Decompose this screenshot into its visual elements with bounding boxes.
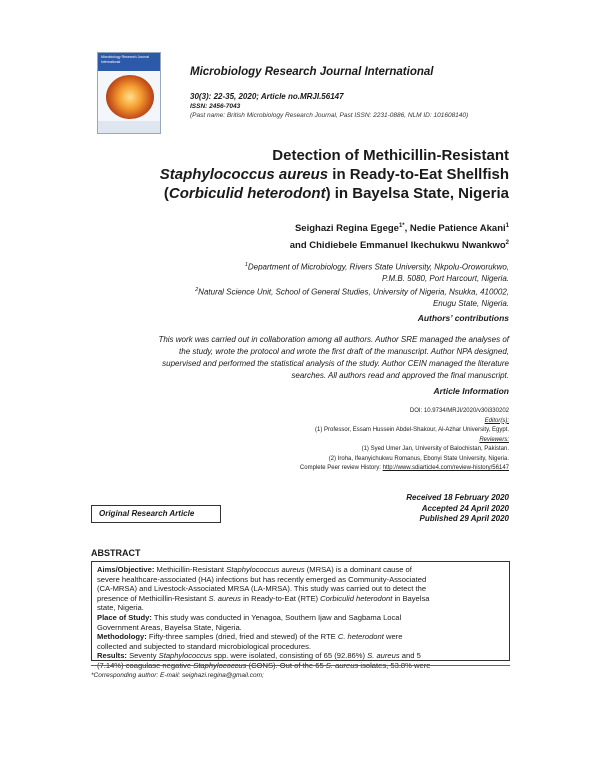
abstract-line: state, Nigeria. xyxy=(97,603,144,613)
journal-name: Microbiology Research Journal International xyxy=(190,66,434,78)
cover-title-band xyxy=(98,53,160,71)
abstract-line: Government Areas, Bayelsa State, Nigeria. xyxy=(97,622,242,632)
abstract-line: Place of Study: This study was conducted in Yenagoa, Southern Ijaw and Sagbama Local xyxy=(97,612,402,622)
editors-label: Editor(s): xyxy=(484,417,509,424)
reviewer-1: (1) Syed Umer Jan, University of Balochistan, Pakistan. xyxy=(361,446,509,452)
past-name: (Past name: British Microbiology Research Journal, Past ISSN: 2231-0886, NLM ID: 101608140) xyxy=(190,112,469,119)
contributions-heading: Authors’ contributions xyxy=(417,313,509,323)
contrib-line: searches. All authors read and approved the final manuscript. xyxy=(291,371,509,380)
journal-cover-image xyxy=(97,52,161,134)
affiliation-1-line-2: P.M.B. 5080, Port Harcourt, Nigeria. xyxy=(381,274,509,284)
article-meta xyxy=(300,407,509,474)
author-2: Nedie Patience Akani xyxy=(409,223,506,235)
abstract-heading: ABSTRACT xyxy=(91,548,141,558)
abstract-line: (7.14%) coagulase negative Staphylococcus (CONS). Out of the 65 S. aureus isolates, 53.8% were xyxy=(97,660,431,670)
publication-dates xyxy=(406,493,509,525)
cover-footer xyxy=(98,121,160,133)
article-title xyxy=(160,146,509,203)
contrib-line: This work was carried out in collaboration among all authors. Author SRE managed the analyses of xyxy=(158,335,509,344)
cover-journal-name: Microbiology Research Journal International xyxy=(101,55,150,64)
author-list xyxy=(290,219,509,253)
review-history: Complete Peer review History: http://www.sdiarticle4.com/review-history/56147 xyxy=(299,465,509,471)
authors-line-1: Seighazi Regina Egege$^{1*}$, Nedie Patience Akani$^1$ xyxy=(294,223,509,235)
abstract-line: Results: Seventy Staphylococcus spp. were isolated, consisting of 65 (92.86%) S. aureus and 5 xyxy=(97,651,421,661)
accepted-date: Accepted 24 April 2020 xyxy=(421,503,509,513)
title-line-3: (Corbiculid heterodont) in Bayelsa State, Nigeria xyxy=(163,185,509,202)
affiliation-2-line-2: Enugu State, Nigeria. xyxy=(432,298,509,308)
published-date: Published 29 April 2020 xyxy=(419,514,509,523)
editor-1: (1) Professor, Essam Hussein Abdel-Shakour, Al-Azhar University, Egypt. xyxy=(315,427,509,433)
abstract-box xyxy=(91,561,510,670)
reviewers-label: Reviewers: xyxy=(479,436,509,443)
issn: ISSN: 2456-7043 xyxy=(190,103,241,110)
cover-bacteria-art xyxy=(106,75,154,119)
affiliations xyxy=(195,260,509,309)
abstract-line: collected and subjected to standard microbiological procedures. xyxy=(97,641,312,651)
contributions-text xyxy=(91,334,509,382)
contrib-line: the study, wrote the protocol and wrote the first draft of the manuscript. Author NPA designed, xyxy=(179,347,509,356)
doi: DOI: 10.9734/MRJI/2020/v30i330202 xyxy=(409,408,509,414)
abstract-line: severe healthcare-associated (HA) infections but has recently emerged as Community-Associated xyxy=(97,574,427,584)
reviewer-2: (2) Iroha, Ifeanyichukwu Romanus, Ebonyi State University, Nigeria. xyxy=(328,455,509,462)
affiliation-1-line-1: $^1$Department of Microbiology, Rivers State University, Nkpolu-Oroworukwo, xyxy=(244,262,509,272)
footnote-divider xyxy=(91,665,510,666)
review-history-link[interactable]: http://www.sdiarticle4.com/review-history/56147 xyxy=(382,465,509,471)
affiliation-2-line-1: $^2$Natural Science Unit, School of General Studies, University of Nigeria, Nsukka, 410002, xyxy=(195,286,509,297)
abstract-line: Methodology: Fifty-three samples (dried, fried and stewed) of the RTE C. heterodont were xyxy=(97,632,403,642)
author-3: and Chidiebele Emmanuel Ikechukwu Nwankwo xyxy=(289,240,506,252)
abstract-line: presence of Methicillin-Resistant S. aureus in Ready-to-Eat (RTE) Corbiculid heterodont in Bayelsa xyxy=(97,593,430,603)
abstract-line: Aims/Objective: Methicillin-Resistant Staphylococcus aureus (MRSA) is a dominant cause of xyxy=(97,565,412,574)
abstract-line: (CA-MRSA) and Livestock-Associated MRSA (LA-MRSA). This study was carried out to detect the xyxy=(97,584,427,594)
received-date: Received 18 February 2020 xyxy=(406,493,509,502)
volume-info: 30(3): 22-35, 2020; Article no.MRJI.56147 xyxy=(190,92,344,101)
article-type-badge: Original Research Article xyxy=(91,505,221,523)
author-1: Seighazi Regina Egege xyxy=(294,223,399,235)
contrib-line: supervised and performed the statistical analysis of the study. Author CEIN managed the literature xyxy=(162,359,509,368)
title-line-1: Detection of Methicillin-Resistant xyxy=(272,147,509,164)
article-info-heading: Article Information xyxy=(433,386,509,396)
title-line-2: Staphylococcus aureus in Ready-to-Eat Shellfish xyxy=(159,166,509,183)
corresponding-author-footnote: *Corresponding author: E-mail: seighazi.regina@gmail.com; xyxy=(91,672,264,679)
authors-line-2: and Chidiebele Emmanuel Ikechukwu Nwankwo$^2$ xyxy=(289,240,509,252)
